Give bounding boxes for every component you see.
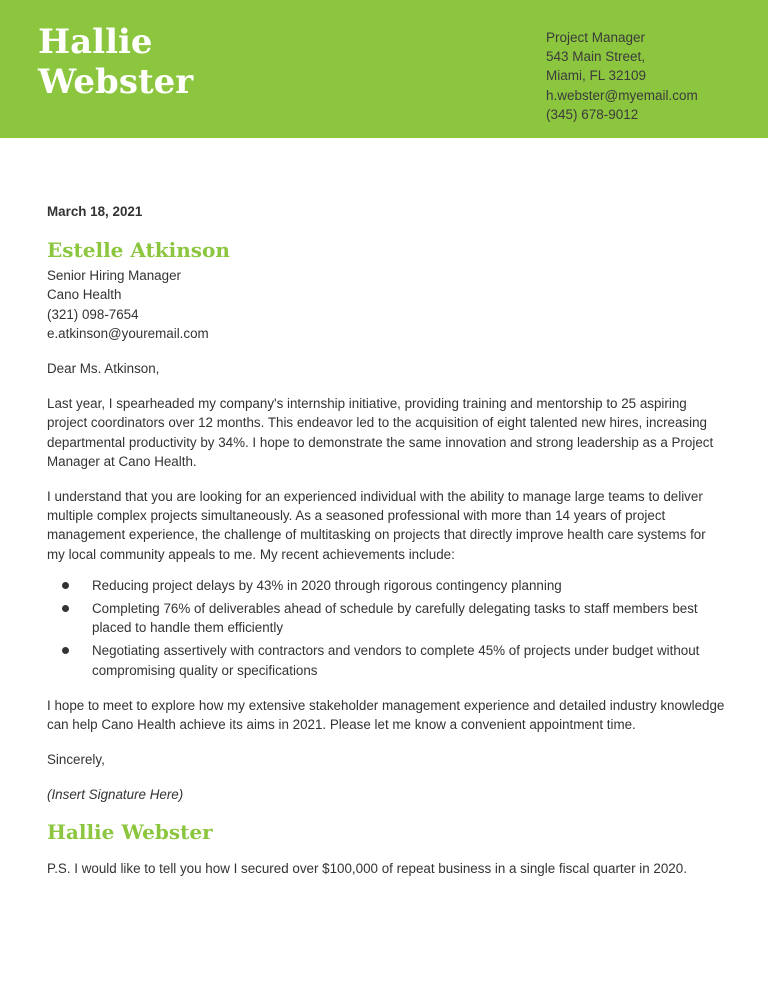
recipient-email: e.atkinson@youremail.com [47,325,209,341]
applicant-contact [546,28,698,124]
achievement-text: Completing 76% of deliverables ahead of schedule by carefully delegating tasks to staff members best placed to handle them efficiently [92,601,698,636]
salutation: Dear Ms. Atkinson, [47,361,160,377]
applicant-street: 543 Main Street, [546,49,646,65]
bullet-icon [62,582,69,589]
applicant-city: Miami, FL 32109 [546,68,647,84]
recipient-phone: (321) 098-7654 [47,306,139,322]
signer-name: Hallie Webster [47,819,213,844]
letter-body [47,202,727,878]
recipient-name: Estelle Atkinson [47,238,230,263]
paragraph-experience: I understand that you are looking for an experienced individual with the ability to manage large teams to deliver multiple complex projects simultaneously. As a seasoned professional with more than 14 years of project management experience, the challenge of multitasking on projects that directly improve health care systems for my local community appeals to me. My recent achievements include: [47,489,706,562]
achievement-text: Negotiating assertively with contractors and vendors to complete 45% of projects under budget without compromising quality or specifications [92,643,700,678]
applicant-last-name: Webster [38,62,194,102]
list-item [47,641,727,679]
applicant-email: h.webster@myemail.com [546,87,698,103]
recipient-company: Cano Health [47,287,122,303]
letter-date: March 18, 2021 [47,204,143,219]
applicant-job-title: Project Manager [546,30,646,45]
closing: Sincerely, [47,752,105,768]
list-item [47,576,727,595]
applicant-name [38,22,193,102]
bullet-icon [62,605,69,612]
achievement-text: Reducing project delays by 43% in 2020 through rigorous contingency planning [92,577,562,593]
postscript: P.S. I would like to tell you how I secured over $100,000 of repeat business in a single fiscal quarter in 2020. [47,860,687,876]
paragraph-closing: I hope to meet to explore how my extensive stakeholder management experience and detailed industry knowledge can help Cano Health achieve its aims in 2021. Please let me know a convenient appointment time. [47,697,725,733]
recipient-title: Senior Hiring Manager [47,268,181,284]
signature-placeholder: (Insert Signature Here) [47,787,184,803]
paragraph-intro: Last year, I spearheaded my company's internship initiative, providing training and mentorship to 25 aspiring project coordinators over 12 months. This endeavor led to the acquisition of eight talented new hires, increasing departmental productivity by 34%. I hope to demonstrate the same innovation and strong leadership as a Project Manager at Cano Health. [47,396,714,469]
achievements-list [47,576,727,680]
applicant-first-name: Hallie [38,22,153,62]
header-banner [0,0,768,138]
bullet-icon [62,647,69,654]
list-item [47,599,727,637]
recipient-details [47,266,727,343]
applicant-phone: (345) 678-9012 [546,106,639,122]
